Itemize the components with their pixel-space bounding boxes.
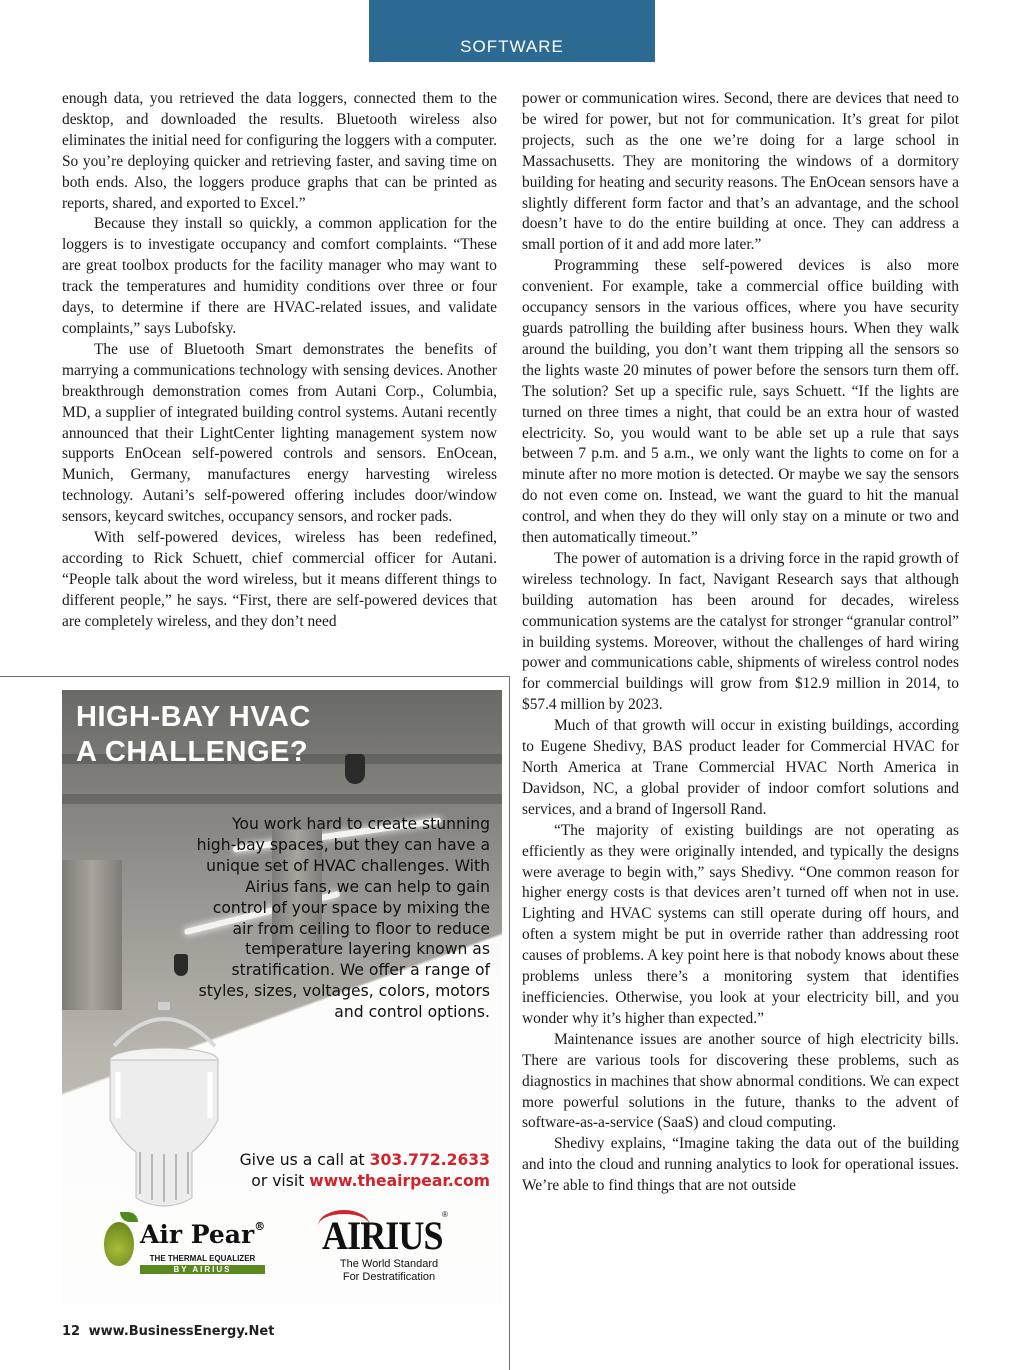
- page-number: 12: [62, 1324, 81, 1339]
- paragraph: Programming these self-powered devices is also more convenient. For example, take a commercial office building with occupancy sensors in the various offices, where you have security guards patrolling the building after business hours. When they walk around the building, you don’t want them tripping all the sensors so the lights waste 20 minutes of power before the sensors turn them off. The solution? Set up a specific rule, says Schuett. “If the lights are turned on three times a night, that could be an extra hour of wasted electricity. So, you would want to be able set up a rule that says between 7 p.m. and 5 a.m., we only want the lights to come on for a minute after no more motion is detected. Or maybe we say the sensors do not even come on. Instead, we want the guard to hit the manual control, and when they do they will only stay on a minute or two and then automatically timeout.”: [522, 257, 959, 547]
- paragraph: enough data, you retrieved the data loggers, connected them to the desktop, and downloaded the results. Bluetooth wireless also eliminates the initial need for configuring the loggers with a computer. So you’re deploying quicker and retrieving faster, and saving time on both ends. Also, the loggers produce graphs that can be printed as reports, shared, and exported to Excel.”: [62, 90, 497, 212]
- concrete-pillar: [62, 860, 122, 1010]
- section-tab: [369, 0, 655, 62]
- section-label: SOFTWARE: [460, 37, 564, 56]
- air-pear-wordmark: Air Pear®: [140, 1220, 266, 1249]
- air-pear-logo[interactable]: [100, 1202, 280, 1287]
- paragraph: Maintenance issues are another source of high electricity bills. There are various tools for discovering these problems, such as diagnostics in machines that show abnormal conditions. We can expect more powerful solutions in the future, thanks to the advent of software-as-a-service (SaaS) and cloud computing.: [522, 1030, 960, 1132]
- airius-tagline: The World Standard For Destratification: [339, 1258, 439, 1283]
- ad-headline: [76, 700, 396, 770]
- paragraph: Much of that growth will occur in existing buildings, according to Eugene Shedivy, BAS product leader for Commercial HVAC for North America at Trane Commercial HVAC North America in Davidson, NC, a global provider of indoor comfort solutions and services, and a brand of Ingersoll Rand.: [522, 717, 959, 818]
- airius-logo[interactable]: [314, 1208, 464, 1288]
- air-pear-by-airius: BY AIRIUS: [140, 1265, 265, 1274]
- paragraph: Because they install so quickly, a common application for the loggers is to investigate occupancy and comfort complaints. “These are great toolbox products for the facility manager who may want to track the temperatures and humidity conditions over three or four days, to determine if there are HVAC-related issues, and validate complaints,” says Lubofsky.: [62, 215, 497, 337]
- air-pear-tagline: THE THERMAL EQUALIZER: [149, 1254, 256, 1263]
- headline-line: HIGH-BAY HVAC: [76, 701, 311, 733]
- paragraph: “The majority of existing buildings are not operating as efficiently as they were originally intended, and typically the designs were average to begin with,” says Shedivy. “One common reason for higher energy costs is that devices aren’t turned off when not in use. Lighting and HVAC systems can still operate during off hours, and often a system might be put in override rather than addressing root causes of problems. A key point here is that nobody knows about these problems unless there’s a monitoring system that identifies inefficiencies. Otherwise, you look at your electricity bill, and you wonder why it’s higher than expected.”: [522, 821, 959, 1027]
- footer-site[interactable]: www.BusinessEnergy.Net: [88, 1324, 275, 1339]
- ad-body: You work hard to create stunning high-bay spaces, but they can have a unique set of HVAC challenges. With Airius fans, we can help to gain control of your space by mixing the air from ceiling to floor to reduce temperature layering known as stratification. We offer a range of styles, sizes, voltages, colors, motors and control options.: [196, 815, 490, 1022]
- paragraph: The use of Bluetooth Smart demonstrates the benefits of marrying a communications technology with sensing devices. Another breakthrough demonstration comes from Autani Corp., Columbia, MD, a supplier of integrated building control systems. Autani recently announced that their LightCenter lighting management system now supports EnOcean self-powered controls and sensors. EnOcean, Munich, Germany, manufactures energy harvesting wireless technology. Autani’s self-powered offering includes door/window sensors, keycard switches, occupancy sensors, and rocker pads.: [62, 340, 497, 526]
- paragraph: With self-powered devices, wireless has been redefined, according to Rick Schuett, chief commercial officer for Autani. “People talk about the word wireless, but it means different things to different people,” he says. “First, there are self-powered devices that are completely wireless, and they don’t need: [62, 529, 497, 630]
- phone-link[interactable]: 303.772.2633: [369, 1151, 490, 1169]
- page-footer: [62, 1324, 274, 1339]
- ad-contact: [170, 1150, 490, 1192]
- website-link[interactable]: www.theairpear.com: [309, 1172, 490, 1190]
- right-column: [522, 89, 959, 1197]
- advertisement[interactable]: [62, 690, 502, 1304]
- call-prefix: Give us a call at: [239, 1151, 370, 1169]
- airius-wordmark: AIRIUS: [322, 1213, 443, 1258]
- left-column: [62, 89, 497, 633]
- headline-line: A CHALLENGE?: [76, 736, 309, 768]
- visit-prefix: or visit: [251, 1172, 310, 1190]
- paragraph: power or communication wires. Second, there are devices that need to be wired for power, but not for communication. It’s great for pilot projects, such as the one we’re doing for a large school in Massachusetts. They are monitoring the windows of a dormitory building for heating and security reasons. The EnOcean sensors have a slightly different form factor and that’s an advantage, and the school doesn’t have to do the entire building at once. They can address a small portion of it and add more later.”: [522, 90, 959, 254]
- airius-registered-mark: ®: [442, 1210, 448, 1219]
- hanging-fan-small: [174, 954, 188, 976]
- paragraph: Shedivy explains, “Imagine taking the data out of the building and into the cloud and running analytics to look for operational issues. We’re able to find things that are not outside: [522, 1135, 959, 1195]
- ceiling-beam: [62, 794, 502, 804]
- pear-icon: [104, 1222, 134, 1266]
- paragraph: The power of automation is a driving force in the rapid growth of wireless technology. In fact, Navigant Research says that although building automation has been around for decades, wireless communication systems are the catalyst for stronger “granular control” in building systems. Moreover, without the challenges of hard wiring power and communications cable, shipments of wireless control nodes for commercial buildings will grow from $12.9 million in 2014, to $57.4 million by 2023.: [522, 549, 959, 714]
- leaf-icon: [120, 1212, 138, 1222]
